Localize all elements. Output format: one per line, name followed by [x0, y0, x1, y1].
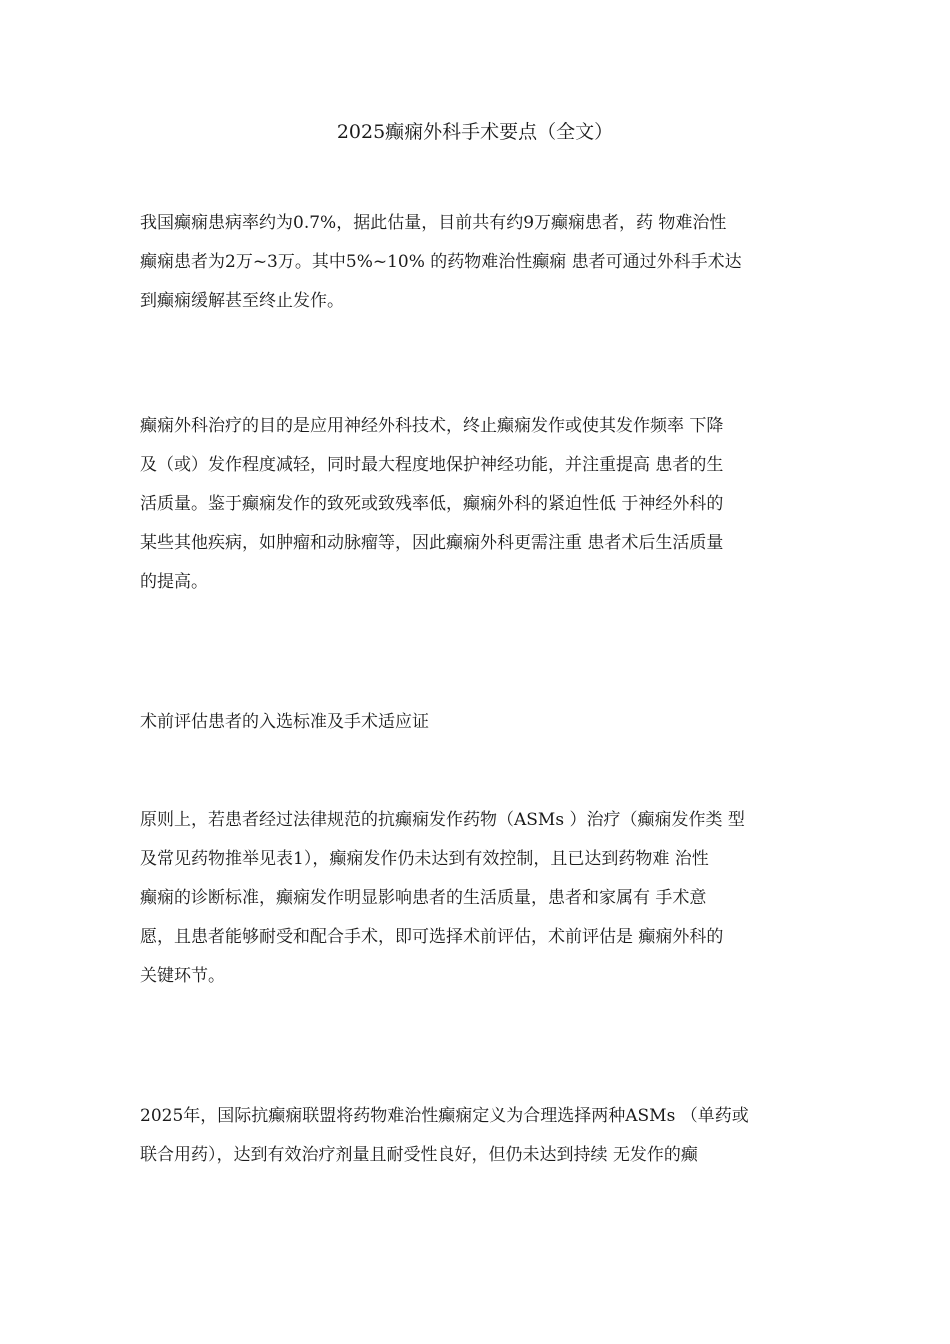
- text-line: 及（或）发作程度减轻，同时最大程度地保护神经功能，并注重提高 患者的生: [140, 455, 724, 475]
- text-line: 活质量。鉴于癫痫发作的致死或致残率低，癫痫外科的紧迫性低 于神经外科的: [140, 494, 724, 514]
- text-line: 关键环节。: [140, 966, 225, 986]
- text-line: 愿，且患者能够耐受和配合手术，即可选择术前评估，术前评估是 癫痫外科的: [140, 927, 724, 947]
- text-line: 癫痫患者为2万~3万。其中5%~10% 的药物难治性癫痫 患者可通过外科手术达: [140, 252, 742, 272]
- text-line: 到癫痫缓解甚至终止发作。: [140, 291, 344, 311]
- text-line: 2025年，国际抗癫痫联盟将药物难治性癫痫定义为合理选择两种ASMs （单药或: [140, 1106, 749, 1126]
- text-line: 我国癫痫患病率约为0.7%，据此估量，目前共有约9万癫痫患者，药 物难治性: [140, 213, 727, 233]
- document-title: 2025癫痫外科手术要点（全文）: [336, 121, 614, 143]
- paragraph-treatment-goal: [140, 407, 816, 602]
- text-line: 癫痫外科治疗的目的是应用神经外科技术，终止癫痫发作或使其发作频率 下降: [140, 416, 724, 436]
- text-line: 的提高。: [140, 572, 208, 592]
- text-line: 术前评估患者的入选标准及手术适应证: [140, 712, 429, 732]
- text-line: 及常见药物推举见表1），癫痫发作仍未达到有效控制，且已达到药物难 治性: [140, 849, 709, 869]
- text-line: 联合用药），达到有效治疗剂量且耐受性良好，但仍未达到持续 无发作的癫: [140, 1145, 698, 1165]
- section-heading: [140, 703, 816, 742]
- text-line: 某些其他疾病，如肿瘤和动脉瘤等，因此癫痫外科更需注重 患者术后生活质量: [140, 533, 724, 553]
- paragraph-ilae-definition: [140, 1097, 816, 1175]
- paragraph-selection-criteria: [140, 801, 816, 996]
- text-line: 癫痫的诊断标准，癫痫发作明显影响患者的生活质量，患者和家属有 手术意: [140, 888, 707, 908]
- paragraph-prevalence: [140, 204, 816, 321]
- text-line: 原则上，若患者经过法律规范的抗癫痫发作药物（ASMs ）治疗（癫痫发作类 型: [140, 810, 745, 830]
